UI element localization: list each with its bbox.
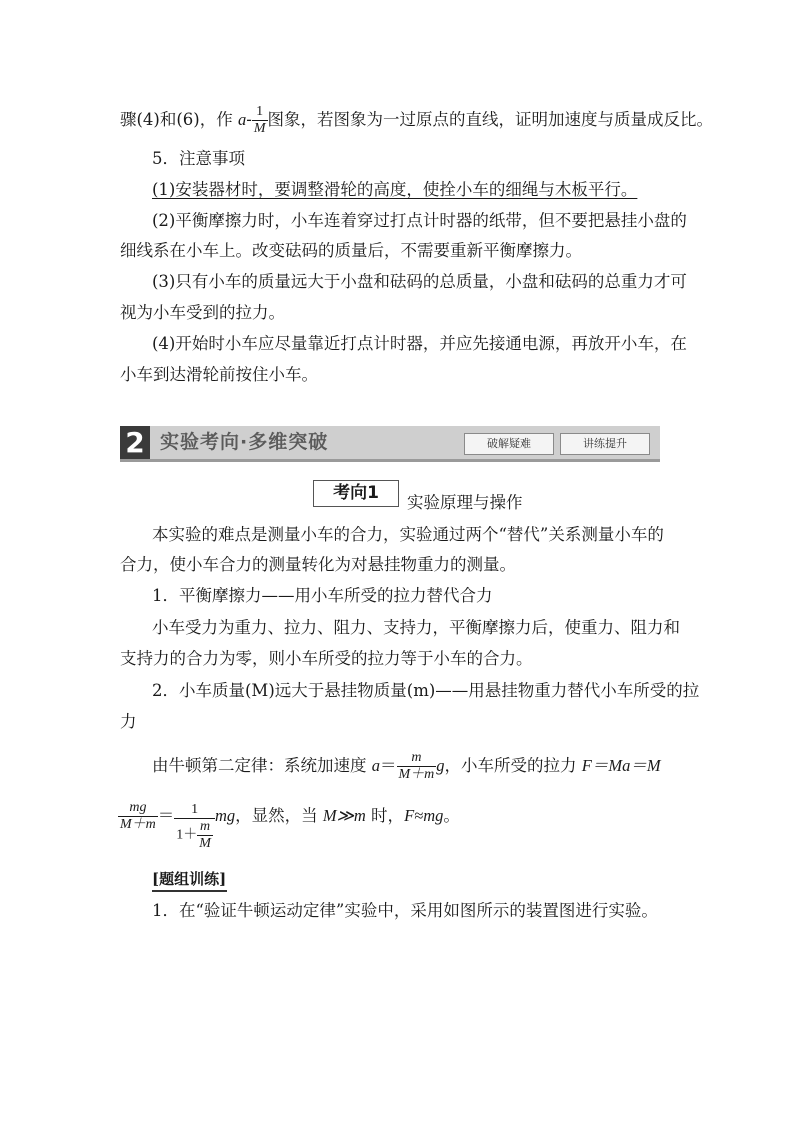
fraction-complex: 1 1＋ $\frac{m}{M}$ (174, 802, 215, 852)
note-3b: 视为小车受到的拉力。 (120, 303, 285, 322)
question-1: 1．在“验证牛顿运动定律”实验中，采用如图所示的装置图进行实验。 (152, 901, 658, 920)
fraction-m-over-Mm: $\frac{m}{M+m}$ (398, 750, 435, 782)
heading-2b: 力 (120, 712, 137, 731)
formula-line-2 (118, 800, 460, 852)
formula-1-mid: ，小车所受的拉力 (444, 756, 582, 775)
heading-1: 1．平衡摩擦力——用小车所受的拉力替代合力 (152, 586, 493, 605)
heading-2a: 2．小车质量(M)远大于悬挂物质量(m)——用悬挂物重力替代小车所受的拉 (152, 681, 700, 700)
topic-box: 考向1 (313, 480, 399, 507)
var-a: a (238, 110, 247, 129)
top-line-text-b: 图象，若图象为一过原点的直线，证明加速度与质量成反比。 (267, 110, 713, 129)
jianglian-button[interactable]: 讲练提升 (560, 433, 650, 455)
section-banner (120, 426, 660, 462)
formula-2-cond: M≫m (322, 806, 366, 825)
formula-1-F: F＝Ma＝M (581, 756, 661, 775)
dash: - (246, 110, 252, 129)
note-4b: 小车到达滑轮前按住小车。 (120, 365, 318, 384)
note-3a: (3)只有小车的质量远大于小盘和砝码的总质量，小盘和砝码的总重力才可 (152, 272, 687, 291)
note-1-text: (1)安装器材时，要调整滑轮的高度，使拴小车的细绳与木板平行。 (152, 180, 638, 199)
fraction-mg-over-Mm: $\frac{mg}{M+m}$ (120, 800, 156, 832)
section-number-badge: 2 (120, 426, 150, 459)
formula-2-eq: ＝ (157, 806, 175, 825)
formula-1-a: a (371, 756, 380, 775)
formula-2-end: 。 (443, 806, 460, 825)
formula-2-mg: mg (214, 806, 236, 825)
para-2b: 支持力的合力为零，则小车所受的拉力等于小车的合力。 (120, 649, 533, 668)
formula-2-post2: 时， (365, 806, 405, 825)
formula-1-pre: 由牛顿第二定律：系统加速度 (152, 756, 372, 775)
formula-line-1 (152, 750, 661, 783)
pojie-button[interactable]: 破解疑难 (464, 433, 554, 455)
fraction-one-over-M: $\frac{1}{M}$ (253, 104, 266, 136)
note-2a: (2)平衡摩擦力时，小车连着穿过打点计时器的纸带，但不要把悬挂小盘的 (152, 211, 687, 230)
section-title: 实验考向·多维突破 (160, 431, 329, 453)
note-1 (152, 178, 637, 202)
topic-label: 实验原理与操作 (407, 493, 523, 512)
note-2b: 细线系在小车上。改变砝码的质量后，不需要重新平衡摩擦力。 (120, 241, 582, 260)
fraction-m-over-M: $\frac{m}{M}$ (199, 819, 211, 852)
para-1b: 合力，使小车合力的测量转化为对悬挂物重力的测量。 (120, 555, 516, 574)
top-line-text-a: 骤(4)和(6)，作 (120, 110, 238, 129)
formula-2-post: ，显然，当 (235, 806, 323, 825)
notes-heading: 5．注意事项 (152, 149, 245, 168)
para-2a: 小车受力为重力、拉力、阻力、支持力，平衡摩擦力后，使重力、阻力和 (152, 618, 680, 637)
note-4a: (4)开始时小车应尽量靠近打点计时器，并应先接通电源，再放开小车，在 (152, 334, 687, 353)
formula-1-eq: ＝ (380, 756, 397, 775)
para-1a: 本实验的难点是测量小车的合力，实验通过两个“替代”关系测量小车的 (152, 525, 664, 544)
formula-2-result: F≈mg (404, 806, 444, 825)
training-label: [题组训练] (152, 868, 227, 892)
formula-1-g: g (436, 756, 445, 775)
top-line (120, 104, 713, 137)
